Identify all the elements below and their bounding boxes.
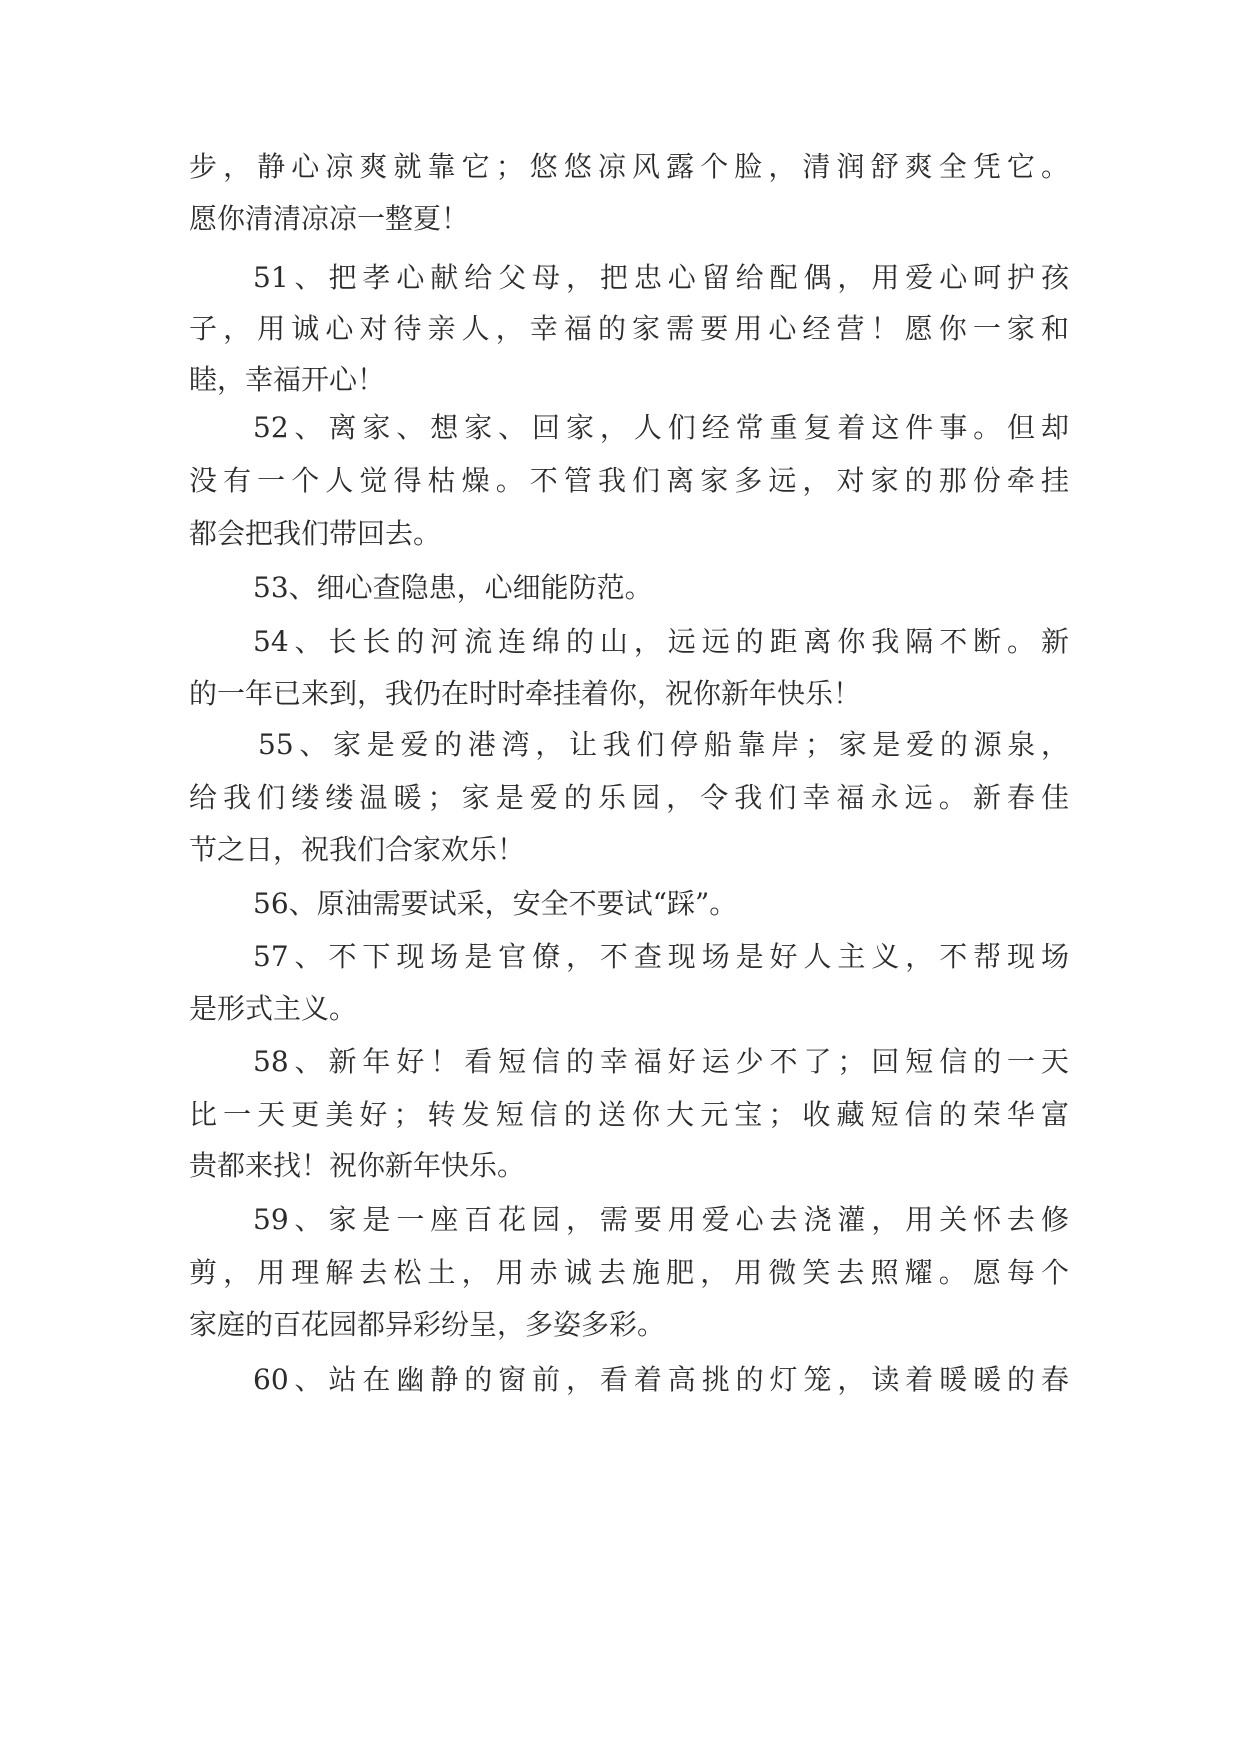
text-line: 家庭的百花园都异彩纷呈，多姿多彩。: [189, 1308, 666, 1341]
paragraph-53-line: 53、细心查隐患，心细能防范。: [253, 571, 653, 604]
text-line: 是形式主义。: [189, 992, 358, 1025]
text-line: 没有一个人觉得枯燥。不管我们离家多远，对家的那份牵挂: [189, 464, 1069, 497]
text-line: 贵都来找！祝你新年快乐。: [189, 1149, 526, 1182]
paragraph-56-line: 56、原油需要试采，安全不要试“踩”。: [253, 887, 738, 920]
text-line: 都会把我们带回去。: [189, 517, 442, 550]
paragraph-52-line: 52、离家、想家、回家，人们经常重复着这件事。但却: [253, 411, 1069, 444]
paragraph-54-line: 54、长长的河流连绵的山，远远的距离你我隔不断。新: [253, 625, 1069, 658]
paragraph-51-line: 51、把孝心献给父母，把忠心留给配偶，用爱心呵护孩: [253, 261, 1069, 294]
text-line: 剪，用理解去松土，用赤诚去施肥，用微笑去照耀。愿每个: [189, 1256, 1069, 1289]
paragraph-60-line: 60、站在幽静的窗前，看着高挑的灯笼，读着暖暖的春: [253, 1363, 1069, 1396]
text-line: 比一天更美好；转发短信的送你大元宝；收藏短信的荣华富: [189, 1098, 1069, 1131]
paragraph-58-line: 58、新年好！看短信的幸福好运少不了；回短信的一天: [253, 1045, 1069, 1078]
paragraph-57-line: 57、不下现场是官僚，不查现场是好人主义，不帮现场: [253, 940, 1069, 973]
text-line: 步，静心凉爽就靠它；悠悠凉风露个脸，清润舒爽全凭它。: [189, 150, 1069, 183]
paragraph-59-line: 59、家是一座百花园，需要用爱心去浇灌，用关怀去修: [253, 1203, 1069, 1236]
text-line: 睦，幸福开心！: [189, 363, 386, 396]
text-line: 给我们缕缕温暖；家是爱的乐园，令我们幸福永远。新春佳: [189, 781, 1069, 814]
text-line: 的一年已来到，我仍在时时牵挂着你，祝你新年快乐！: [189, 677, 862, 710]
text-line: 愿你清清凉凉一整夏！: [189, 202, 470, 235]
text-line: 子，用诚心对待亲人，幸福的家需要用心经营！愿你一家和: [189, 312, 1069, 345]
text-line: 节之日，祝我们合家欢乐！: [189, 833, 526, 866]
paragraph-55-line: 55、家是爱的港湾，让我们停船靠岸；家是爱的源泉，: [258, 728, 1069, 761]
